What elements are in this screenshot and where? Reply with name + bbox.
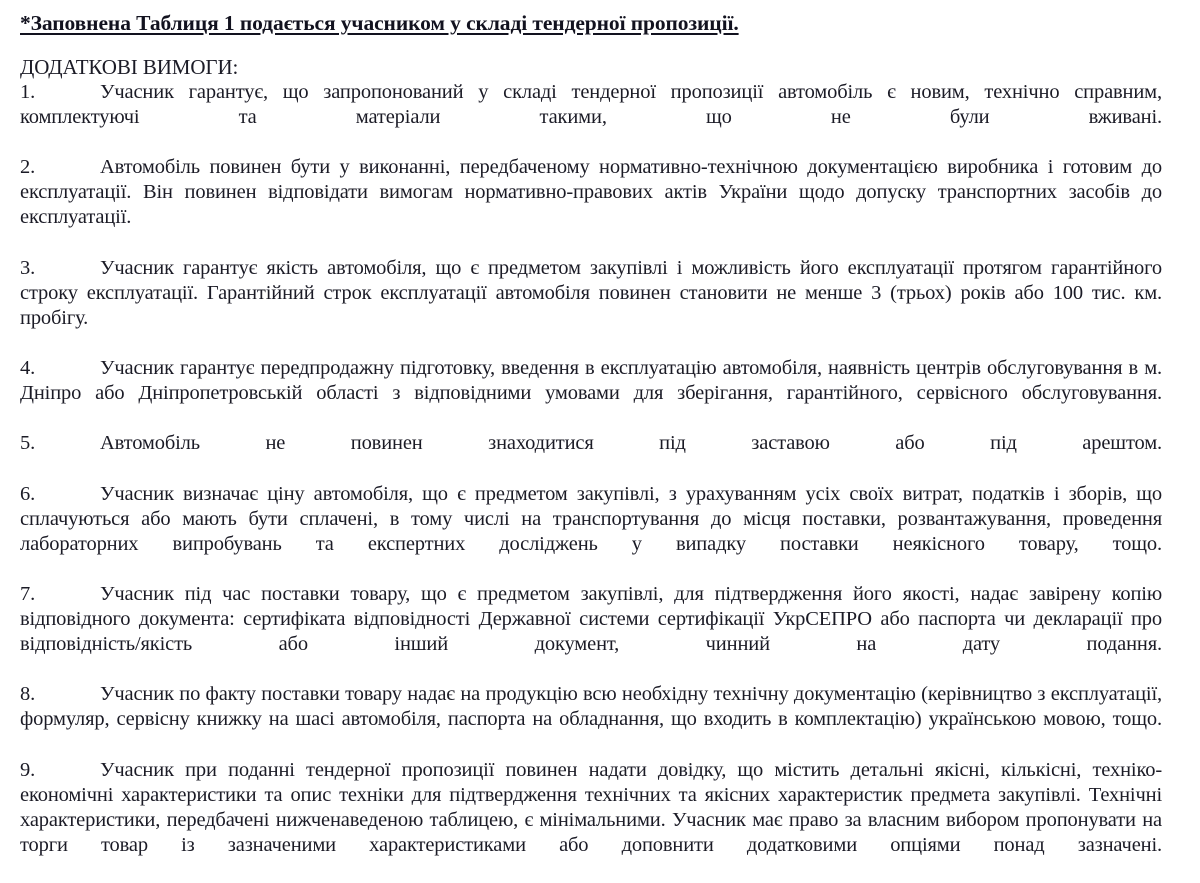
document-heading: *Заповнена Таблиця 1 подається учасником у складі тендерної пропозиції.	[20, 11, 739, 35]
requirement-number: 7.	[20, 582, 36, 605]
requirement-number: 2.	[20, 156, 36, 179]
requirement-number: 3.	[20, 256, 36, 279]
requirement-text: Учасник по факту поставки товару надає на продукцію всю необхідну технічну документацію (керівництво з експлуатації, формуляр, сервісну книжку на шасі автомобіля, паспорта на обладнання, що входить в комплектацію) українською мовою, тощо.	[20, 683, 1162, 731]
requirement-text: Автомобіль повинен бути у виконанні, передбаченому нормативно-технічною документацією виробника і готовим до експлуатації. Він повинен відповідати вимогам нормативно-правових актів України щодо допуску транспортних засобів до експлуатації.	[20, 156, 1162, 229]
requirement-number: 8.	[20, 683, 36, 706]
requirement-item	[20, 482, 1162, 582]
section-title-additional-requirements: ДОДАТКОВІ ВИМОГИ:	[20, 55, 239, 79]
requirement-item	[20, 682, 1162, 757]
requirement-item	[20, 431, 1162, 481]
requirement-item	[20, 582, 1162, 682]
requirement-text: Учасник при поданні тендерної пропозиції повинен надати довідку, що містить детальні якісні, кількісні, техніко-економічні характеристики та опис техніки для підтвердження технічних та якісних характеристик предмета закупівлі. Технічні характеристики, передбачені нижченаведеною таблицею, є мінімальними. Учасник має право за власним вибором пропонувати на торги товар із зазначеними характеристиками або доповнити додатковими опціями понад зазначені.	[20, 758, 1162, 856]
requirement-item	[20, 356, 1162, 431]
requirement-number: 9.	[20, 758, 36, 781]
requirement-item	[20, 758, 1162, 883]
requirement-text: Учасник гарантує якість автомобіля, що є предметом закупівлі і можливість його експлуатації протягом гарантійного строку експлуатації. Гарантійний строк експлуатації автомобіля повинен становити не менше 3 (трьох) років або 100 тис. км. пробігу.	[20, 256, 1162, 329]
requirement-number: 6.	[20, 482, 36, 505]
requirement-item	[20, 155, 1162, 255]
requirement-text: Учасник гарантує передпродажну підготовку, введення в експлуатацію автомобіля, наявність центрів обслуговування в м. Дніпро або Дніпропетровській області з відповідними умовами для зберігання, гарантійного, сервісного обслуговування.	[20, 357, 1162, 405]
requirement-text: Автомобіль не повинен знаходитися під заставою або під арештом.	[100, 432, 1162, 455]
requirement-item	[20, 80, 1162, 155]
requirement-text: Учасник гарантує, що запропонований у складі тендерної пропозиції автомобіль є новим, технічно справним, комплектуючі та матеріали такими, що не були вживані.	[20, 81, 1162, 129]
requirement-number: 1.	[20, 81, 36, 103]
requirement-number: 5.	[20, 432, 36, 455]
requirement-text: Учасник визначає ціну автомобіля, що є предметом закупівлі, з урахуванням усіх своїх витрат, податків і зборів, що сплачуються або мають бути сплачені, в тому числі на транспортування до місця поставки, розвантажування, проведення лабораторних випробувань та експертних досліджень у випадку поставки неякісного товару, тощо.	[20, 482, 1162, 555]
requirement-number: 4.	[20, 357, 36, 380]
requirements-list	[20, 80, 1162, 883]
requirement-text: Учасник під час поставки товару, що є предметом закупівлі, для підтвердження його якості, надає завірену копію відповідного документа: сертифіката відповідності Державної системи сертифікації УкрСЕПРО або паспорта чи декларації про відповідність/якість або інший документ, чинний на дату подання.	[20, 582, 1162, 656]
requirement-item	[20, 256, 1162, 356]
